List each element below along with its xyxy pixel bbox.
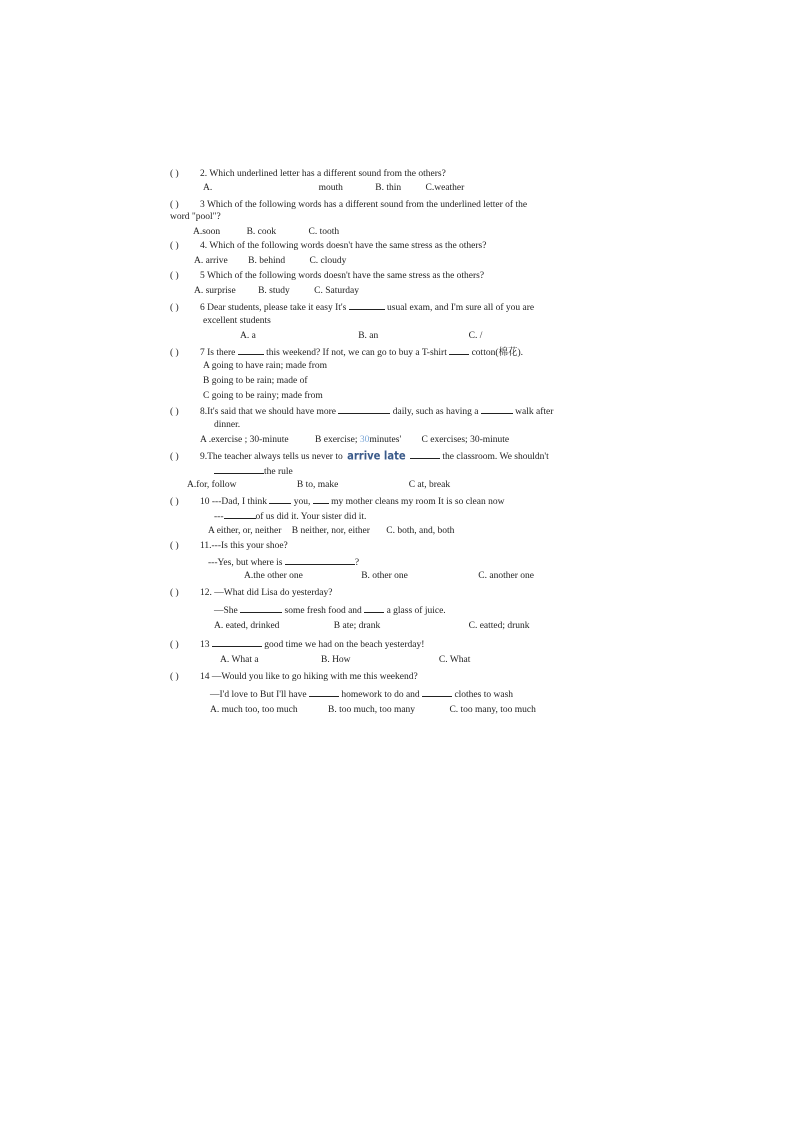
blank bbox=[338, 404, 390, 414]
q6-stem-cont: excellent students bbox=[203, 316, 271, 326]
blank bbox=[481, 404, 513, 414]
q8-stem: ( ) 8.It's said that we should have more daily, such as having a walk after bbox=[170, 404, 553, 418]
q2-options: A. mouth B. thin C.weather bbox=[203, 183, 465, 193]
q11-stem: ( ) 11.---Is this your shoe? bbox=[170, 541, 288, 551]
blank bbox=[224, 509, 256, 519]
q6-options: A. a B. an C. / bbox=[240, 331, 483, 341]
blank bbox=[212, 637, 262, 647]
q12-options: A. eated, drinked B ate; drank C. eatted; drunk bbox=[214, 621, 530, 631]
q5-stem: ( ) 5 Which of the following words doesn't have the same stress as the others? bbox=[170, 271, 485, 281]
q5-options: A. surprise B. study C. Saturday bbox=[194, 286, 359, 296]
q7-stem: ( ) 7 Is there this weekend? If not, we can go to buy a T-shirt cotton(棉花). bbox=[170, 345, 523, 359]
blank bbox=[410, 449, 440, 459]
arrive-late-stamp: arrive late bbox=[347, 450, 406, 463]
blank bbox=[269, 494, 291, 504]
q2-option-c: C.weather bbox=[425, 183, 465, 193]
blank bbox=[214, 464, 264, 474]
q3-stem-cont: word "pool"? bbox=[170, 212, 221, 222]
q9-stem: ( ) 9.The teacher always tells us never to arrive late the classroom. We shouldn't bbox=[170, 450, 549, 463]
q9-stem-cont: the rule bbox=[214, 464, 293, 478]
q10-reply: --- of us did it. Your sister did it. bbox=[214, 509, 366, 523]
q11-reply: ---Yes, but where is ? bbox=[208, 555, 359, 569]
q6-stem: ( ) 6 Dear students, please take it easy It's usual exam, and I'm sure all of you are bbox=[170, 300, 534, 314]
blank bbox=[449, 345, 469, 355]
blank bbox=[422, 687, 452, 697]
q12-reply: —She some fresh food and a glass of juice. bbox=[214, 603, 446, 617]
q4-options: A. arrive B. behind C. cloudy bbox=[194, 256, 347, 266]
q13-options: A. What a B. How C. What bbox=[220, 655, 471, 665]
q13-stem: ( ) 13 good time we had on the beach yesterday! bbox=[170, 637, 424, 651]
q10-options: A either, or, neither B neither, nor, either C. both, and, both bbox=[208, 526, 455, 536]
q7-option-a: A going to have rain; made from bbox=[203, 361, 327, 371]
q14-reply: —I'd love to But I'll have homework to do and clothes to wash bbox=[210, 687, 513, 701]
blank bbox=[240, 603, 282, 613]
q11-options: A.the other one B. other one C. another one bbox=[244, 571, 534, 581]
q4-stem: ( ) 4. Which of the following words doesn't have the same stress as the others? bbox=[170, 241, 487, 251]
answer-paren: ( ) bbox=[170, 169, 179, 179]
q2-option-b: B. thin bbox=[375, 183, 402, 193]
q12-stem: ( ) 12. —What did Lisa do yesterday? bbox=[170, 588, 333, 598]
q3-stem: ( ) 3 Which of the following words has a different sound from the underlined letter of the bbox=[170, 200, 528, 210]
blank bbox=[364, 603, 384, 613]
blank bbox=[313, 494, 329, 504]
blank bbox=[349, 300, 385, 310]
q9-options: A.for, follow B to, make C at, break bbox=[187, 480, 451, 490]
q8-stem-cont: dinner. bbox=[214, 420, 241, 430]
blank bbox=[309, 687, 339, 697]
q10-stem: ( ) 10 ---Dad, I think you, my mother cleans my room It is so clean now bbox=[170, 494, 504, 508]
q14-stem: ( ) 14 —Would you like to go hiking with me this weekend? bbox=[170, 672, 418, 682]
blank bbox=[238, 345, 264, 355]
blank bbox=[285, 555, 355, 565]
q2-stem: ( ) 2. Which underlined letter has a different sound from the others? bbox=[170, 169, 446, 179]
q7-option-c: C going to be rainy; made from bbox=[203, 391, 323, 401]
q7-option-b: B going to be rain; made of bbox=[203, 376, 308, 386]
q3-options: A.soon B. cook C. tooth bbox=[193, 227, 340, 237]
q14-options: A. much too, too much B. too much, too many C. too many, too much bbox=[210, 705, 536, 715]
q8-options: A .exercise ; 30-minute B exercise; 30minutes' C exercises; 30-minute bbox=[200, 435, 510, 445]
q2-option-a-word: mouth bbox=[318, 183, 343, 193]
